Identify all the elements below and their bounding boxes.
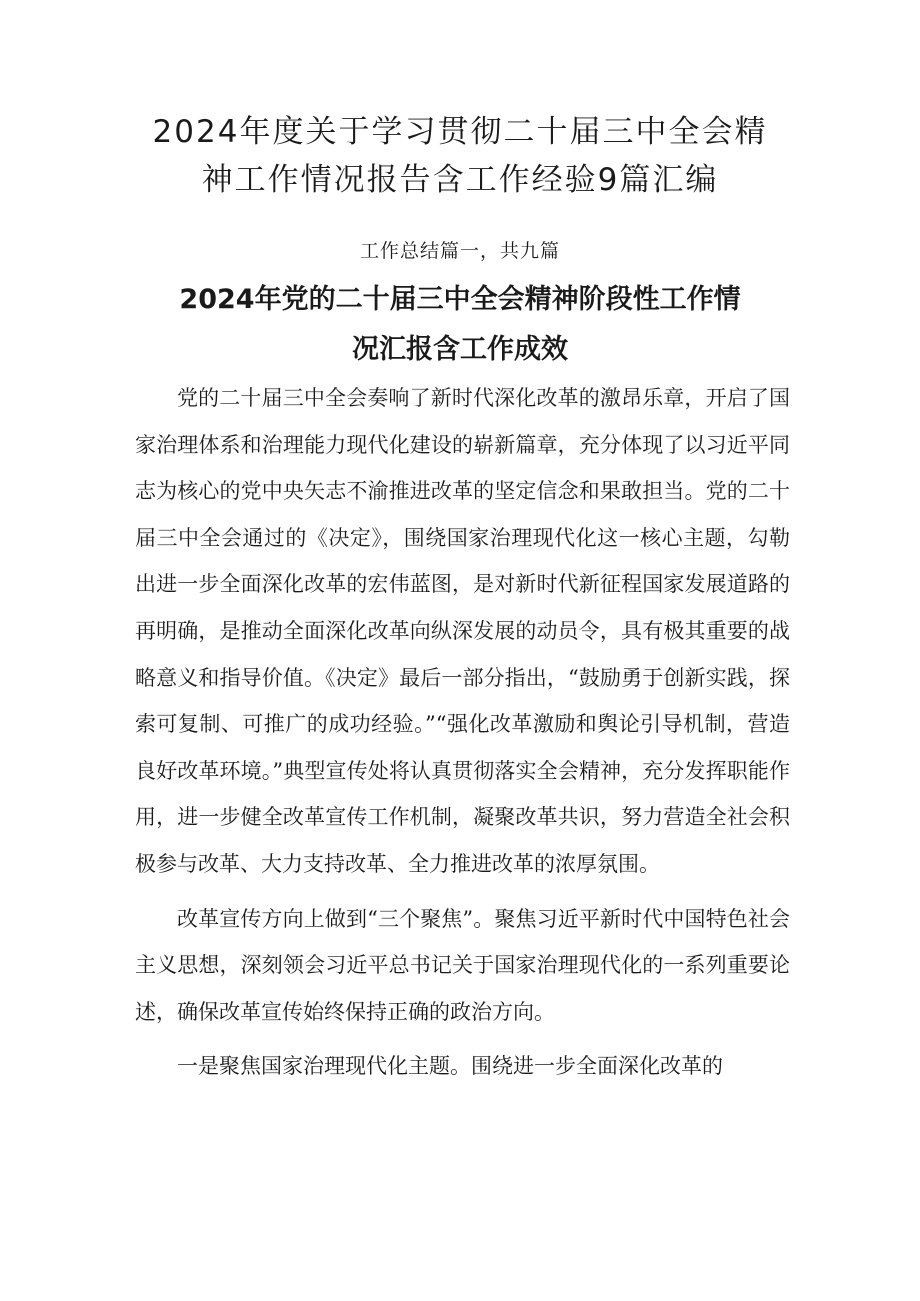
paragraph: 改革宣传方向上做到“三个聚焦”。聚焦习近平新时代中国特色社会主义思想，深刻领会习近平总书记关于国家治理现代化的一系列重要论述，确保改革宣传始终保持正确的政治方向。 [135,906,790,1024]
paragraph: 党的二十届三中全会奏响了新时代深化改革的激昂乐章，开启了国家治理体系和治理能力现代化建设的崭新篇章，充分体现了以习近平同志为核心的党中央矢志不渝推进改革的坚定信念和果敢担当。党的二十届三中全会通过的《决定》，围绕国家治理现代化这一核心主题，勾勒出进一步全面深化改革的宏伟蓝图，是对新时代新征程国家发展道路的再明确，是推动全面深化改革向纵深发展的动员令，具有极其重要的战略意义和指导价值。《决定》最后一部分指出，“鼓励勇于创新实践，探索可复制、可推广的成功经验。”“强化改革激励和舆论引导机制，营造良好改革环境。”典型宣传处将认真贯彻落实全会精神，充分发挥职能作用，进一步健全改革宣传工作机制，凝聚改革共识，努力营造全社会积极参与改革、大力支持改革、全力推进改革的浓厚氛围。 [135,386,790,876]
document-title-line-2: 神工作情况报告含工作经验9篇汇编 [201,162,719,198]
article-title-line-1: 2024年党的二十届三中全会精神阶段性工作情 [179,284,741,315]
article-title-line-2: 况汇报含工作成效 [352,334,568,365]
article-body [135,375,790,1098]
section-subtitle: 工作总结篇一，共九篇 [359,240,560,262]
paragraph: 一是聚焦国家治理现代化主题。围绕进一步全面深化改革的 [177,1054,723,1079]
document-title-line-1: 2024年度关于学习贯彻二十届三中全会精 [152,114,768,150]
